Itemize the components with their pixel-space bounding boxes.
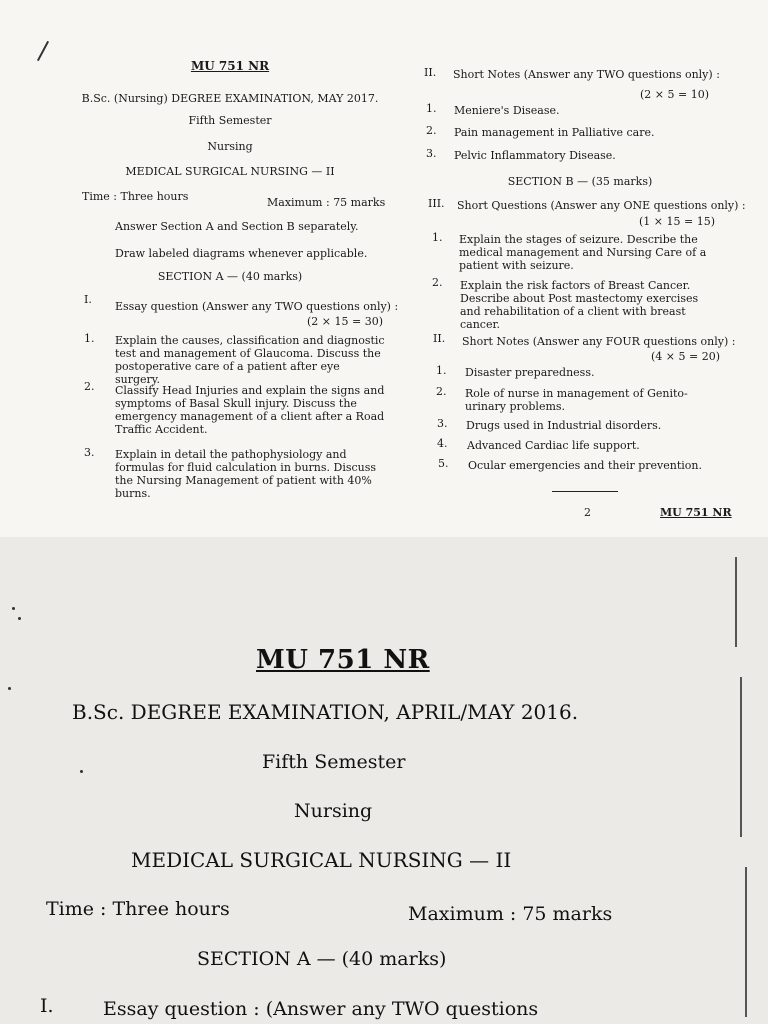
time-label: Time : Three hours	[82, 190, 189, 203]
scan-speck	[12, 607, 15, 610]
section-a-title: SECTION A — (40 marks)	[157, 270, 303, 283]
item-number: 1.	[432, 231, 443, 244]
question-marks: (1 × 15 = 15)	[639, 215, 715, 228]
course-title: MEDICAL SURGICAL NURSING — II	[125, 165, 335, 178]
instruction: Draw labeled diagrams whenever applicable.	[115, 247, 368, 260]
question-marks: (2 × 5 = 10)	[640, 88, 709, 101]
question-marks: (4 × 5 = 20)	[651, 350, 720, 363]
exam-title: B.Sc. DEGREE EXAMINATION, APRIL/MAY 2016.	[72, 700, 579, 724]
question-heading: Short Notes (Answer any FOUR questions only) :	[462, 335, 736, 348]
essay-question: Explain in detail the pathophysiology and formulas for fluid calculation in burns. Discuss the Nursing Management of patient with 40% burns.	[115, 448, 377, 500]
page-number: 2	[584, 506, 591, 519]
item-number: 3.	[84, 446, 95, 459]
maximum-marks: Maximum : 75 marks	[267, 196, 386, 209]
item-number: 3.	[437, 417, 448, 430]
short-note: Pain management in Palliative care.	[454, 126, 655, 139]
short-note: Role of nurse in management of Genito-urinary problems.	[465, 387, 688, 413]
item-number: 2.	[84, 380, 95, 393]
short-note: Disaster preparedness.	[465, 366, 595, 379]
paper-code: MU 751 NR	[256, 645, 430, 675]
short-note: Pelvic Inflammatory Disease.	[454, 149, 616, 162]
semester: Fifth Semester	[188, 114, 272, 127]
short-note: Meniere's Disease.	[454, 104, 560, 117]
question-heading: Short Questions (Answer any ONE questions only) :	[457, 199, 746, 212]
paper-code: MU 751 NR	[190, 59, 270, 73]
item-number: 2.	[436, 385, 447, 398]
question-numeral: I.	[40, 995, 54, 1017]
footer-code: MU 751 NR	[660, 506, 732, 519]
question-numeral: II.	[424, 66, 437, 79]
pencil-mark	[37, 41, 49, 61]
question-numeral: II.	[433, 332, 446, 345]
end-divider	[552, 491, 618, 492]
instruction: Answer Section A and Section B separately.	[115, 220, 359, 233]
short-note: Drugs used in Industrial disorders.	[466, 419, 662, 432]
exam-title: B.Sc. (Nursing) DEGREE EXAMINATION, MAY 2017.	[81, 92, 379, 105]
question-numeral: I.	[84, 293, 92, 306]
item-number: 1.	[84, 332, 95, 345]
item-number: 3.	[426, 147, 437, 160]
question-heading: Short Notes (Answer any TWO questions only) :	[453, 68, 720, 81]
scan-speck	[80, 770, 83, 773]
scan-edge	[745, 867, 747, 1017]
item-number: 1.	[426, 102, 437, 115]
short-question: Explain the risk factors of Breast Cancer. Describe about Post mastectomy exercises and rehabilitation of a client with breast cancer.	[460, 279, 699, 331]
scan-edge	[740, 677, 742, 837]
question-marks: (2 × 15 = 30)	[307, 315, 383, 328]
time-label: Time : Three hours	[46, 898, 230, 920]
short-note: Ocular emergencies and their prevention.	[468, 459, 702, 472]
scan-speck	[8, 687, 11, 690]
section-a-title: SECTION A — (40 marks)	[197, 948, 447, 970]
essay-question: Explain the causes, classification and diagnostic test and management of Glaucoma. Discuss the postoperative care of a patient after eye surgery.	[115, 334, 385, 386]
item-number: 2.	[432, 276, 443, 289]
item-number: 2.	[426, 124, 437, 137]
item-number: 4.	[437, 437, 448, 450]
maximum-marks: Maximum : 75 marks	[408, 903, 613, 925]
scan-edge	[735, 557, 737, 647]
item-number: 1.	[436, 364, 447, 377]
essay-question: Classify Head Injuries and explain the signs and symptoms of Basal Skull injury. Discuss the emergency management of a client after a Road Traffic Accident.	[115, 384, 385, 436]
item-number: 5.	[438, 457, 449, 470]
scan-speck	[18, 617, 21, 620]
subject: Nursing	[294, 800, 373, 822]
question-heading: Essay question (Answer any TWO questions only) :	[115, 300, 399, 313]
subject: Nursing	[207, 140, 253, 153]
exam-paper-2016	[0, 537, 768, 1024]
semester: Fifth Semester	[262, 751, 406, 773]
section-b-title: SECTION B — (35 marks)	[507, 175, 653, 188]
question-numeral: III.	[428, 197, 445, 210]
short-note: Advanced Cardiac life support.	[467, 439, 640, 452]
course-title: MEDICAL SURGICAL NURSING — II	[131, 848, 512, 872]
question-heading: Essay question : (Answer any TWO questions	[103, 998, 539, 1020]
short-question: Explain the stages of seizure. Describe the medical management and Nursing Care of a patient with seizure.	[459, 233, 707, 272]
